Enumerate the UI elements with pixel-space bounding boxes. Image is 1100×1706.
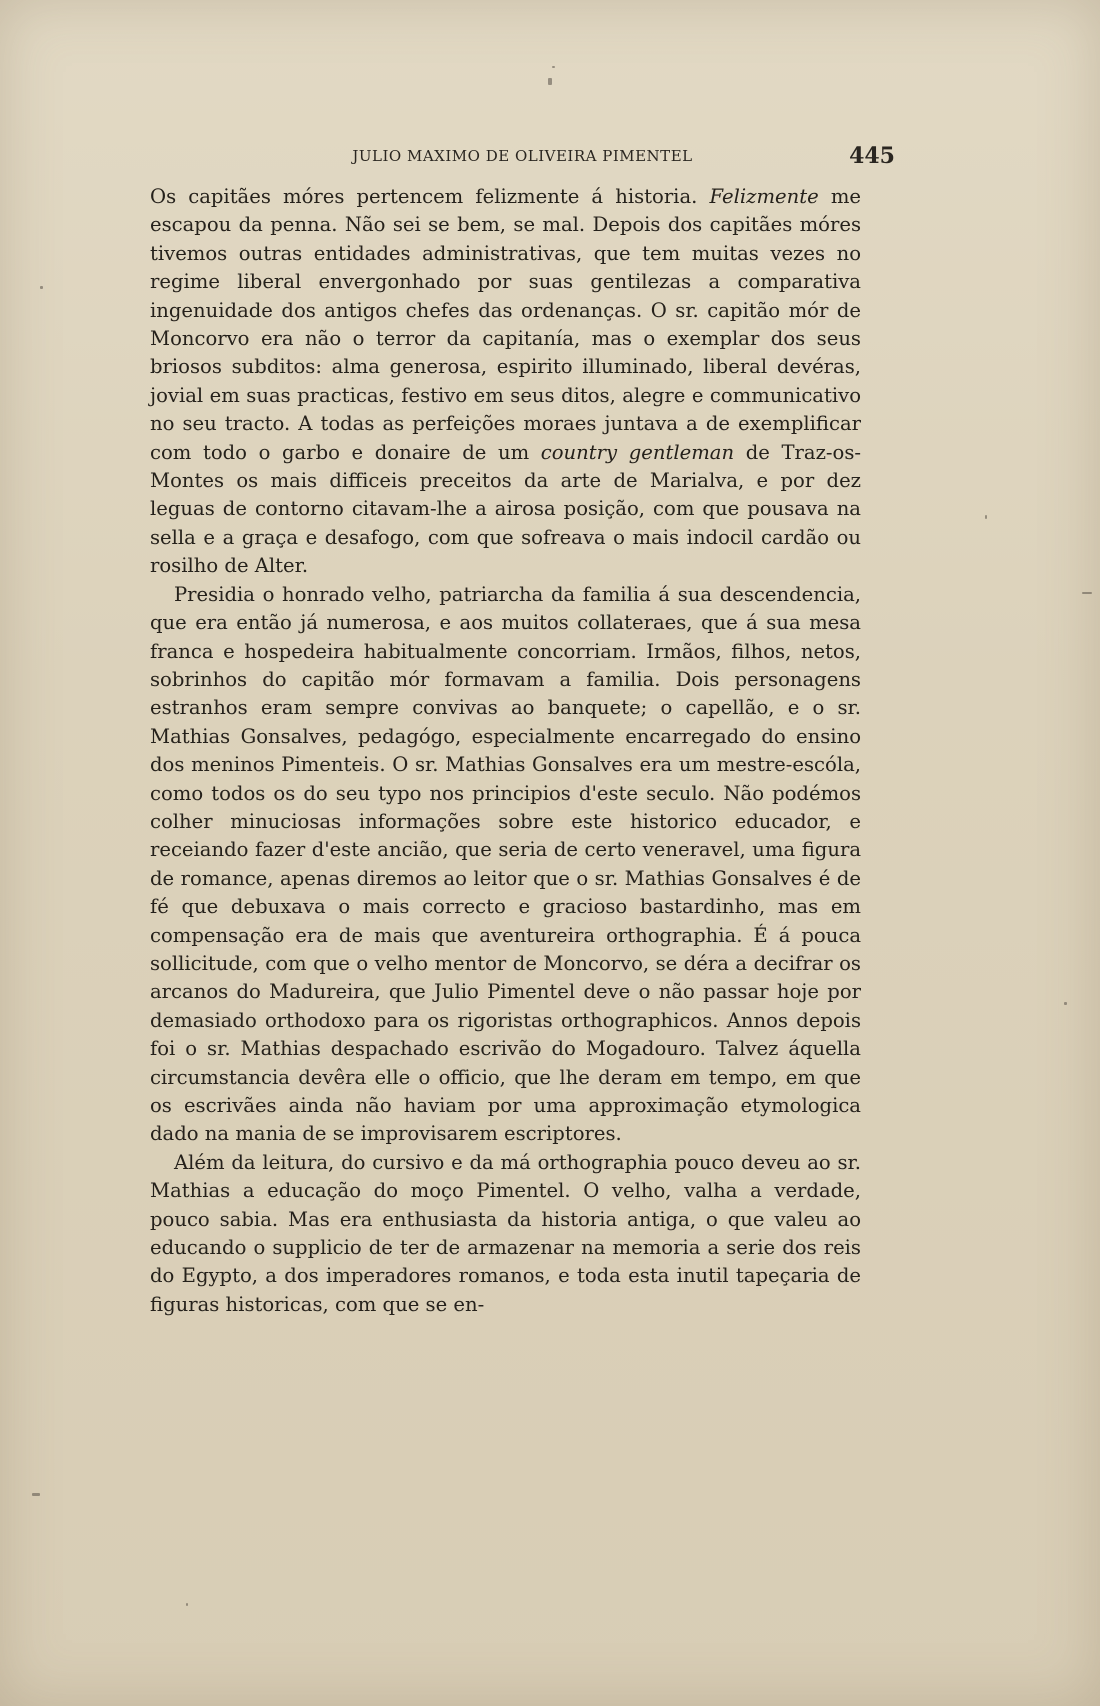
scan-speck bbox=[1082, 592, 1092, 594]
body-text bbox=[150, 183, 861, 1319]
italic-country-gentleman: country gentleman bbox=[540, 440, 735, 464]
running-title: JULIO MAXIMO DE OLIVEIRA PIMENTEL bbox=[352, 147, 693, 165]
scan-speck bbox=[32, 1493, 40, 1496]
scan-speck bbox=[186, 1603, 188, 1606]
paragraph-2: Presidia o honrado velho, patriarcha da familia á sua descendencia, que era então já numerosa, e aos muitos collateraes, que á sua mesa franca e hospedeira habitualmente concorriam. Irmãos, filhos, netos, sobrinhos do capitão mór formavam a familia. Dois personagens estranhos eram sempre convivas ao banquete; o capellão, e o sr. Mathias Gonsalves, pedagógo, especialmente encarregado do ensino dos meninos Pimenteis. O sr. Mathias Gonsalves era um mestre-escóla, como todos os do seu typo nos principios d'este seculo. Não podémos colher minuciosas informações sobre este historico educador, e receiando fazer d'este ancião, que seria de certo veneravel, uma figura de romance, apenas diremos ao leitor que o sr. Mathias Gonsalves é de fé que debuxava o mais correcto e gracioso bastardinho, mas em compensação era de mais que aventureira orthographia. É á pouca sollicitude, com que o velho mentor de Moncorvo, se déra a decifrar os arcanos do Madureira, que Julio Pimentel deve o não passar hoje por demasiado orthodoxo para os rigoristas orthographicos. Annos depois foi o sr. Mathias despachado escrivão do Mogadouro. Talvez áquella circumstancia devêra elle o officio, que lhe deram em tempo, em que os escrivães ainda não haviam por uma approximação etymologica dado na mania de se improvisarem escriptores. bbox=[150, 582, 861, 1146]
scan-speck bbox=[1064, 1002, 1067, 1005]
scan-speck bbox=[985, 515, 987, 519]
italic-felizmente: Felizmente bbox=[709, 185, 819, 208]
paragraph-1 bbox=[150, 183, 861, 581]
scan-speck bbox=[552, 66, 555, 68]
page-number: 445 bbox=[849, 143, 895, 169]
paragraph-1-text: Os capitães móres pertencem felizmente á historia. bbox=[150, 185, 710, 208]
running-head bbox=[150, 143, 895, 169]
paragraph-3: Além da leitura, do cursivo e da má orthographia pouco deveu ao sr. Mathias a educação do moço Pimentel. O velho, valha a verdade, pouco sabia. Mas era enthusiasta da historia antiga, o que valeu ao educando o supplicio de ter de armazenar na memoria a serie dos reis do Egypto, a dos imperadores romanos, e toda esta inutil tapeçaria de figuras historicas, com que se en- bbox=[150, 1150, 861, 1316]
paragraph-1-text-cont: me escapou da penna. Não sei se bem, se mal. Depois dos capitães móres tivemos outras entidades administrativas, que tem muitas vezes no regime liberal envergonhado por suas gentilezas a comparativa ingenuidade dos antigos chefes das ordenanças. O sr. capitão mór de Moncorvo era não o terror da capitanía, mas o exemplar dos seus briosos subditos: alma generosa, espirito illuminado, liberal devéras, jovial em suas practicas, festivo em seus ditos, alegre e communicativo no seu tracto. A todas as perfeições moraes juntava a de exemplificar com todo o garbo e donaire de um bbox=[150, 185, 861, 464]
scan-speck bbox=[548, 78, 552, 85]
scan-speck bbox=[40, 286, 43, 289]
paragraph-1-text-end: de Traz-os-Montes os mais difficeis preceitos da arte de Marialva, e por dez leguas de contorno citavam-lhe a airosa posição, com que pousava na sella e a graça e desafogo, com que sofreava o mais indocil cardão ou rosilho de Alter. bbox=[150, 440, 861, 578]
